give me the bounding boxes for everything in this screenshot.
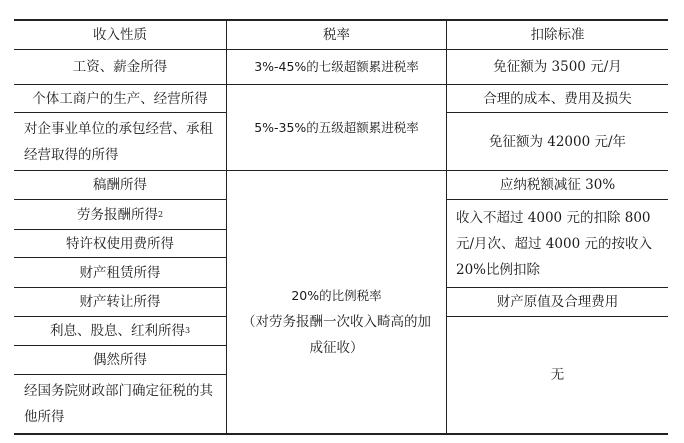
income-type-other-text: 经国务院财政部门确定征税的其他所得 (24, 383, 213, 425)
deduction-business: 合理的成本、费用及损失 (483, 90, 632, 107)
deduction-labor-group (447, 200, 668, 287)
rate-business: 5%-35%的五级超额累进税率 (254, 119, 419, 135)
deduction-royalties: 应纳税额减征 30% (499, 177, 616, 193)
income-type-labor-text: 劳务报酬所得 (76, 206, 158, 223)
deduction-wages: 免征额为 3500 元/月 (493, 59, 622, 75)
deduction-labor-group-text: 收入不超过 4000 元的扣除 800 元/月次、超过 4000 元的按收入 20%比例扣除 (456, 209, 652, 278)
income-type-interest-text: 利息、股息、红利所得 (49, 323, 185, 339)
income-type-incidental: 偶然所得 (93, 352, 147, 368)
income-type-license: 特许权使用费所得 (66, 235, 174, 252)
income-type-labor: 劳务报酬所得 2 (14, 200, 226, 229)
table-bottom-border (14, 433, 668, 435)
deduction-none: 无 (550, 367, 565, 383)
income-type-lease: 财产租赁所得 (79, 264, 161, 281)
rate-proportional-main: 20%的比例税率 (291, 288, 382, 303)
income-type-royalties: 稿酬所得 (93, 177, 147, 193)
header-income-type: 收入性质 (93, 27, 147, 43)
header-deduction: 扣除标准 (530, 27, 585, 43)
rate-proportional (227, 171, 446, 433)
header-tax-rate: 税率 (323, 27, 350, 43)
deduction-contracting: 免征额为 42000 元/年 (488, 133, 627, 150)
income-type-transfer: 财产转让所得 (79, 294, 161, 310)
income-type-other (14, 375, 226, 433)
income-type-wages: 工资、薪金所得 (72, 59, 168, 75)
rate-wages: 3%-45%的七级超额累进税率 (254, 59, 419, 74)
income-type-interest: 利息、股息、红利所得 3 (14, 317, 226, 345)
rate-proportional-note: （对劳务报酬一次收入畸高的加成征收） (242, 314, 431, 356)
deduction-transfer: 财产原值及合理费用 (496, 294, 619, 310)
income-type-contracting (14, 113, 226, 170)
income-type-contracting-text: 对企事业单位的承包经营、承租经营取得的所得 (24, 120, 213, 163)
income-type-business: 个体工商户的生产、经营所得 (32, 90, 208, 107)
